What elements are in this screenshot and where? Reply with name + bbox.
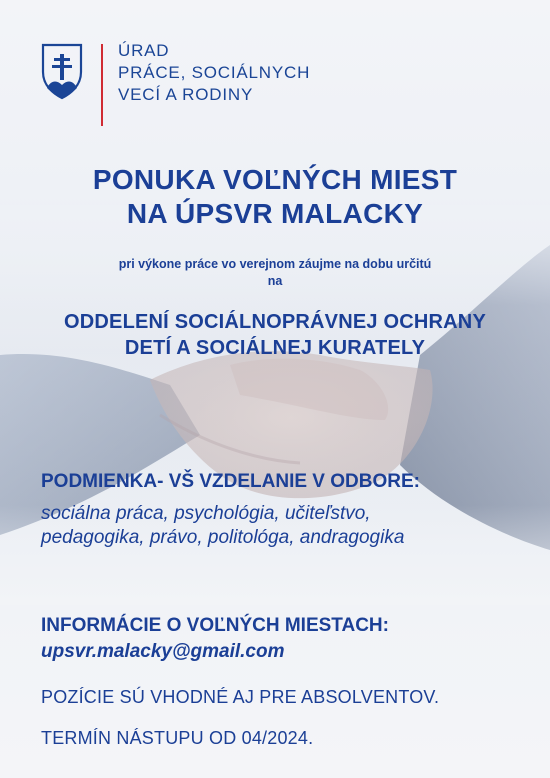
department-name bbox=[0, 309, 550, 361]
department-line-2: DETÍ A SOCIÁLNEJ KURATELY bbox=[124, 337, 426, 359]
header-divider bbox=[101, 44, 103, 126]
condition-line-1: sociálna práca, psychológia, učiteľstvo, bbox=[41, 503, 371, 524]
office-name-line-3: VECÍ A RODINY bbox=[118, 85, 254, 104]
subtitle-line-1: pri výkone práce vo verejnom záujme na dobu určitú bbox=[118, 257, 432, 271]
info-heading: INFORMÁCIE O VOĽNÝCH MIESTACH: bbox=[41, 615, 389, 636]
start-date-note: TERMÍN NÁSTUPU OD 04/2024. bbox=[41, 728, 314, 748]
page-title-line-2: NA ÚPSVR MALACKY bbox=[126, 198, 424, 229]
subtitle bbox=[0, 256, 550, 290]
office-name-line-1: ÚRAD bbox=[118, 41, 170, 60]
condition-fields bbox=[41, 502, 404, 550]
graduates-note: POZÍCIE SÚ VHODNÉ AJ PRE ABSOLVENTOV. bbox=[41, 687, 440, 707]
department-line-1: ODDELENÍ SOCIÁLNOPRÁVNEJ OCHRANY bbox=[64, 311, 486, 333]
page-title-line-1: PONUKA VOĽNÝCH MIEST bbox=[92, 164, 458, 195]
subtitle-line-2: na bbox=[267, 274, 283, 288]
office-name-line-2: PRÁCE, SOCIÁLNYCH bbox=[118, 63, 311, 82]
condition-heading: PODMIENKA- VŠ VZDELANIE V ODBORE: bbox=[41, 471, 420, 492]
page-title bbox=[0, 163, 550, 231]
office-name bbox=[118, 40, 310, 106]
slovak-coat-of-arms-icon bbox=[40, 42, 84, 100]
contact-email[interactable]: upsvr.malacky@gmail.com bbox=[41, 641, 285, 662]
condition-line-2: pedagogika, právo, politológa, andragogika bbox=[41, 527, 405, 548]
